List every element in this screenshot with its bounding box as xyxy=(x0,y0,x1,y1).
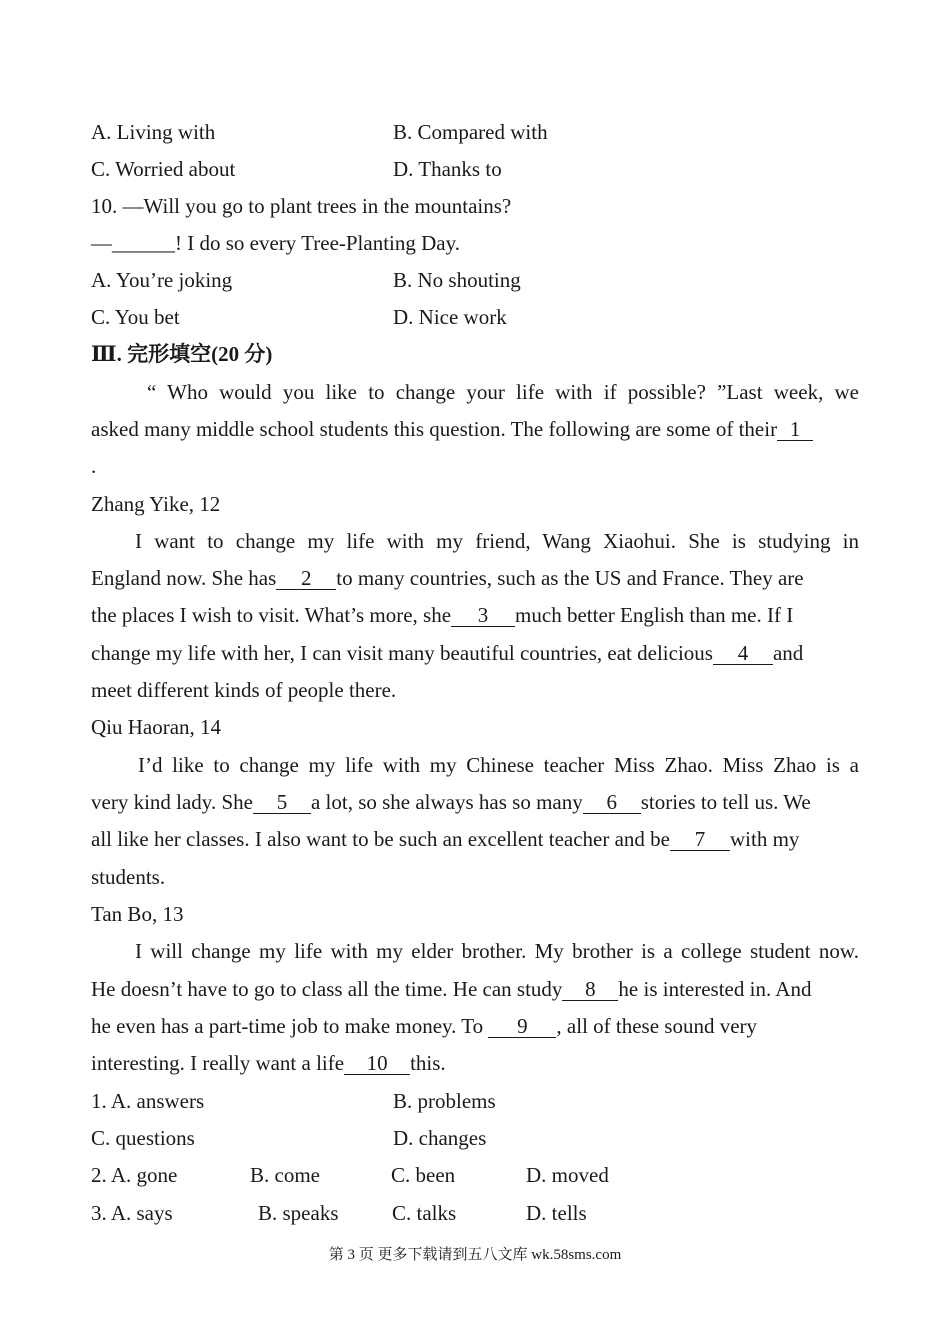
p2-line-3-post: with my xyxy=(730,827,800,851)
blank-3: 3 xyxy=(451,604,515,627)
q1-option-d: D. changes xyxy=(393,1126,487,1150)
q2-option-b: B. come xyxy=(250,1163,320,1187)
q3-option-c: C. talks xyxy=(392,1201,457,1225)
q3-option-d: D. tells xyxy=(526,1201,587,1225)
q9-option-b: B. Compared with xyxy=(393,120,548,144)
blank-9: 9 xyxy=(488,1015,556,1038)
p3-line-3 xyxy=(91,1008,859,1045)
q10-reply-suffix: ! I do so every Tree-Planting Day. xyxy=(175,231,461,255)
blank-4: 4 xyxy=(713,642,773,665)
speaker-name-2: Qiu Haoran, 14 xyxy=(91,715,222,739)
q9-option-c: C. Worried about xyxy=(91,157,236,181)
q1-option-b: B. problems xyxy=(393,1089,496,1113)
p3-line-2-post: he is interested in. And xyxy=(618,977,812,1001)
p2-line-4: students. xyxy=(91,865,166,889)
intro-line-2 xyxy=(91,411,859,448)
q1-option-a: 1. A. answers xyxy=(91,1089,205,1113)
p1-line-2 xyxy=(91,560,859,597)
q9-option-row-2 xyxy=(91,151,859,188)
q10-option-a: A. You’re joking xyxy=(91,268,233,292)
q9-option-row-1 xyxy=(91,114,859,151)
p1-line-4-pre: change my life with her, I can visit many beautiful countries, eat delicious xyxy=(91,641,713,665)
blank-6: 6 xyxy=(583,791,641,814)
section-heading: Ⅲ. 完形填空(20 分) xyxy=(91,342,273,366)
speaker-name-3: Tan Bo, 13 xyxy=(91,902,184,926)
q1-option-row-2 xyxy=(91,1120,859,1157)
q3-option-a: 3. A. says xyxy=(91,1201,173,1225)
blank-8: 8 xyxy=(562,978,618,1001)
p1-line-1: I want to change my life with my friend, Wang Xiaohui. She is studying in xyxy=(135,529,859,553)
intro-line-2-text: asked many middle school students this question. The following are some of their xyxy=(91,417,778,441)
q1-option-row-1 xyxy=(91,1083,859,1120)
q10-blank: ______ xyxy=(112,231,175,255)
page-footer: 第 3 页 更多下载请到五八文库 wk.58sms.com xyxy=(328,1247,622,1263)
p1-line-4 xyxy=(91,635,859,672)
q10-stem: 10. —Will you go to plant trees in the mountains? xyxy=(91,194,512,218)
intro-line-1: “ Who would you like to change your life with if possible? ”Last week, we xyxy=(147,380,859,404)
q10-reply xyxy=(91,225,859,262)
p1-line-3 xyxy=(91,597,859,634)
q9-option-a: A. Living with xyxy=(91,120,216,144)
q2-option-a: 2. A. gone xyxy=(91,1163,178,1187)
q2-option-d: D. moved xyxy=(526,1163,609,1187)
p1-line-3-post: much better English than me. If I xyxy=(515,603,794,627)
p3-line-1: I will change my life with my elder brother. My brother is a college student now. xyxy=(135,939,859,963)
blank-10: 10 xyxy=(344,1052,410,1075)
p3-line-4 xyxy=(91,1045,859,1082)
p3-line-2-pre: He doesn’t have to go to class all the time. He can study xyxy=(91,977,563,1001)
q10-option-row-1 xyxy=(91,262,859,299)
q1-option-c: C. questions xyxy=(91,1126,195,1150)
blank-5: 5 xyxy=(253,791,311,814)
p1-line-4-post: and xyxy=(772,641,804,665)
p2-line-2 xyxy=(91,784,859,821)
q3-option-b: B. speaks xyxy=(258,1201,339,1225)
q10-option-b: B. No shouting xyxy=(393,268,521,292)
p2-line-2-post: stories to tell us. We xyxy=(640,790,811,814)
intro-line-3: . xyxy=(91,454,97,478)
q10-option-c: C. You bet xyxy=(91,305,180,329)
q10-option-row-2 xyxy=(91,299,859,336)
q2-option-c: C. been xyxy=(391,1163,456,1187)
p3-line-3-post: , all of these sound very xyxy=(556,1014,758,1038)
p2-line-2-mid: a lot, so she always has so many xyxy=(310,790,583,814)
p1-line-2-post: to many countries, such as the US and France. They are xyxy=(336,566,804,590)
p3-line-4-pre: interesting. I really want a life xyxy=(91,1051,345,1075)
speaker-name-1: Zhang Yike, 12 xyxy=(91,492,221,516)
p2-line-3-pre: all like her classes. I also want to be such an excellent teacher and be xyxy=(91,827,671,851)
p2-line-1: I’d like to change my life with my Chinese teacher Miss Zhao. Miss Zhao is a xyxy=(138,753,859,777)
q9-option-d: D. Thanks to xyxy=(393,157,502,181)
p3-line-3-pre: he even has a part-time job to make money. To xyxy=(91,1014,484,1038)
q10-option-d: D. Nice work xyxy=(393,305,507,329)
p3-line-2 xyxy=(91,971,859,1008)
p3-line-4-post: this. xyxy=(410,1051,446,1075)
blank-7: 7 xyxy=(670,828,730,851)
p1-line-2-pre: England now. She has xyxy=(91,566,277,590)
p2-line-2-pre: very kind lady. She xyxy=(91,790,253,814)
blank-2: 2 xyxy=(276,567,336,590)
p1-line-3-pre: the places I wish to visit. What’s more, she xyxy=(91,603,452,627)
p1-line-5: meet different kinds of people there. xyxy=(91,678,397,702)
p2-line-3 xyxy=(91,821,859,858)
q10-reply-prefix: — xyxy=(91,231,112,255)
blank-1: 1 xyxy=(777,418,813,441)
